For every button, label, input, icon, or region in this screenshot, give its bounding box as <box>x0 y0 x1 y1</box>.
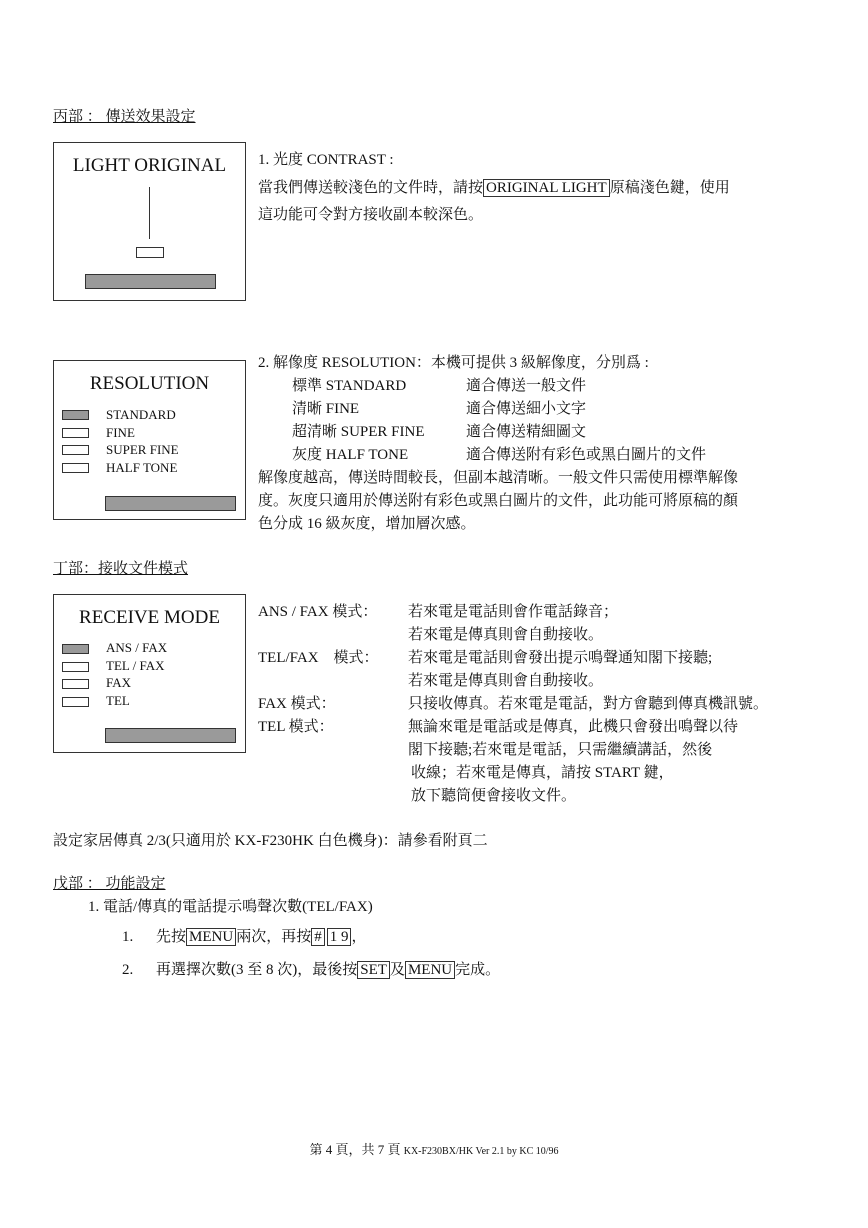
resolution-title: RESOLUTION <box>89 373 210 394</box>
mode-ans-fax-line2: 若來電是傳真則會自動接收。 <box>408 627 604 643</box>
mode-tel-fax-line1: 若來電是電話則會發出提示鳴聲通知閣下接聽; <box>408 650 713 666</box>
mode-tel-line4: 放下聽筒便會接收文件。 <box>411 788 577 804</box>
mode-fax-line1: 只接收傳真。若來電是電話，對方會聽到傳真機訊號。 <box>408 696 769 712</box>
page-number: 第 4 頁，共 7 頁 <box>309 1142 401 1157</box>
resolution-led-standard <box>62 410 89 420</box>
step1-text-c: ， <box>351 929 367 945</box>
step1-text-a: 先按 <box>156 929 187 945</box>
resolution-desc-half-tone: 適合傳送附有彩色或黑白圖片的文件 <box>466 447 707 463</box>
mode-ans-fax-line1: 若來電是電話則會作電話錄音； <box>408 604 619 620</box>
resolution-para-line3: 色分成 16 級灰度，增加層次感。 <box>258 516 476 532</box>
resolution-para-line2: 度。灰度只適用於傳送附有彩色或黑白圖片的文件，此功能可將原稿的顏 <box>258 493 739 509</box>
resolution-heading: 2. 解像度 RESOLUTION：本機可提供 3 級解像度，分別爲 : <box>258 355 649 371</box>
step1-text <box>156 927 366 947</box>
section-e-item1: 1. 電話/傳真的電話提示鳴聲次數(TEL/FAX) <box>88 899 373 915</box>
resolution-mode-standard: 標準 STANDARD <box>292 378 407 394</box>
resolution-option-fine: FINE <box>106 425 135 440</box>
step1-number: 1. <box>122 929 134 945</box>
contrast-line1 <box>258 178 730 198</box>
mode-tel-label: TEL 模式： <box>258 719 334 735</box>
resolution-desc-standard: 適合傳送一般文件 <box>466 378 587 394</box>
resolution-mode-half-tone: 灰度 HALF TONE <box>292 447 409 463</box>
resolution-option-standard: STANDARD <box>106 407 176 422</box>
resolution-para-line1: 解像度越高，傳送時間較長，但副本越清晰。一般文件只需使用標準解像 <box>258 470 739 486</box>
version-info: KX-F230BX/HK Ver 2.1 by KC 10/96 <box>403 1146 559 1157</box>
receive-mode-panel <box>53 594 246 753</box>
contrast-line1-after: 原稿淺色鍵，使用 <box>609 180 730 196</box>
page-footer <box>0 1139 868 1158</box>
resolution-button-bar <box>105 496 236 511</box>
resolution-led-fine <box>62 428 89 438</box>
resolution-led-half-tone <box>62 463 89 473</box>
step2-text-b: 及 <box>389 962 405 978</box>
resolution-mode-super-fine: 超清晰 SUPER FINE <box>292 424 425 440</box>
receive-led-ans-fax <box>62 644 89 654</box>
mode-tel-fax-label: TEL/FAX 模式： <box>258 650 379 666</box>
receive-led-tel <box>62 697 89 707</box>
hash-key: # <box>311 928 325 946</box>
receive-option-tel: TEL <box>106 693 130 708</box>
light-original-title: LIGHT ORIGINAL <box>72 155 227 176</box>
menu-key: MENU <box>186 928 236 946</box>
mode-tel-line1: 無論來電是電話或是傳真，此機只會發出鳴聲以待 <box>408 719 739 735</box>
set-key: SET <box>357 961 390 979</box>
resolution-desc-fine: 適合傳送細小文字 <box>466 401 587 417</box>
resolution-panel <box>53 360 246 520</box>
contrast-line2: 這功能可令對方接收副本較深色。 <box>258 207 484 223</box>
mode-tel-line3: 收線；若來電是傳真，請按 START 鍵， <box>411 765 674 781</box>
mode-fax-label: FAX 模式： <box>258 696 336 712</box>
resolution-option-super-fine: SUPER FINE <box>106 442 179 457</box>
receive-led-fax <box>62 679 89 689</box>
light-original-button-bar <box>85 274 216 289</box>
section-e-heading: 戊部 ： 功能設定 <box>53 876 166 892</box>
contrast-line1-before: 當我們傳送較淺色的文件時，請按 <box>258 180 484 196</box>
step2-text <box>156 960 500 980</box>
menu-key-2: MENU <box>405 961 455 979</box>
contrast-slider-track <box>149 187 150 239</box>
resolution-led-super-fine <box>62 445 89 455</box>
receive-option-ans-fax: ANS / FAX <box>106 640 168 655</box>
receive-led-tel-fax <box>62 662 89 672</box>
light-original-panel <box>53 142 246 301</box>
mode-tel-line2: 閣下接聽;若來電是電話，只需繼續講話，然後 <box>408 742 713 758</box>
resolution-mode-fine: 清晰 FINE <box>292 401 360 417</box>
mode-ans-fax-label: ANS / FAX 模式： <box>258 604 378 620</box>
digits-1-9-key: 1 9 <box>327 928 352 946</box>
home-fax-note: 設定家居傳真 2/3(只適用於 KX-F230HK 白色機身)：請參看附頁二 <box>53 833 488 849</box>
step2-number: 2. <box>122 962 134 978</box>
receive-mode-button-bar <box>105 728 236 743</box>
step2-text-c: 完成。 <box>455 962 501 978</box>
mode-tel-fax-line2: 若來電是傳真則會自動接收。 <box>408 673 604 689</box>
section-c-heading: 丙部 ： 傳送效果設定 <box>53 109 196 125</box>
step2-text-a: 再選擇次數(3 至 8 次)，最後按 <box>156 962 358 978</box>
receive-option-fax: FAX <box>106 675 132 690</box>
original-light-key: ORIGINAL LIGHT <box>483 179 610 197</box>
receive-mode-title: RECEIVE MODE <box>79 607 220 628</box>
step1-text-b: 兩次，再按 <box>236 929 312 945</box>
resolution-desc-super-fine: 適合傳送精細圖文 <box>466 424 587 440</box>
contrast-slider-knob <box>136 247 164 258</box>
resolution-option-half-tone: HALF TONE <box>106 460 178 475</box>
receive-option-tel-fax: TEL / FAX <box>106 658 165 673</box>
contrast-heading: 1. 光度 CONTRAST : <box>258 152 394 168</box>
section-d-heading: 丁部：接收文件模式 <box>53 561 189 577</box>
